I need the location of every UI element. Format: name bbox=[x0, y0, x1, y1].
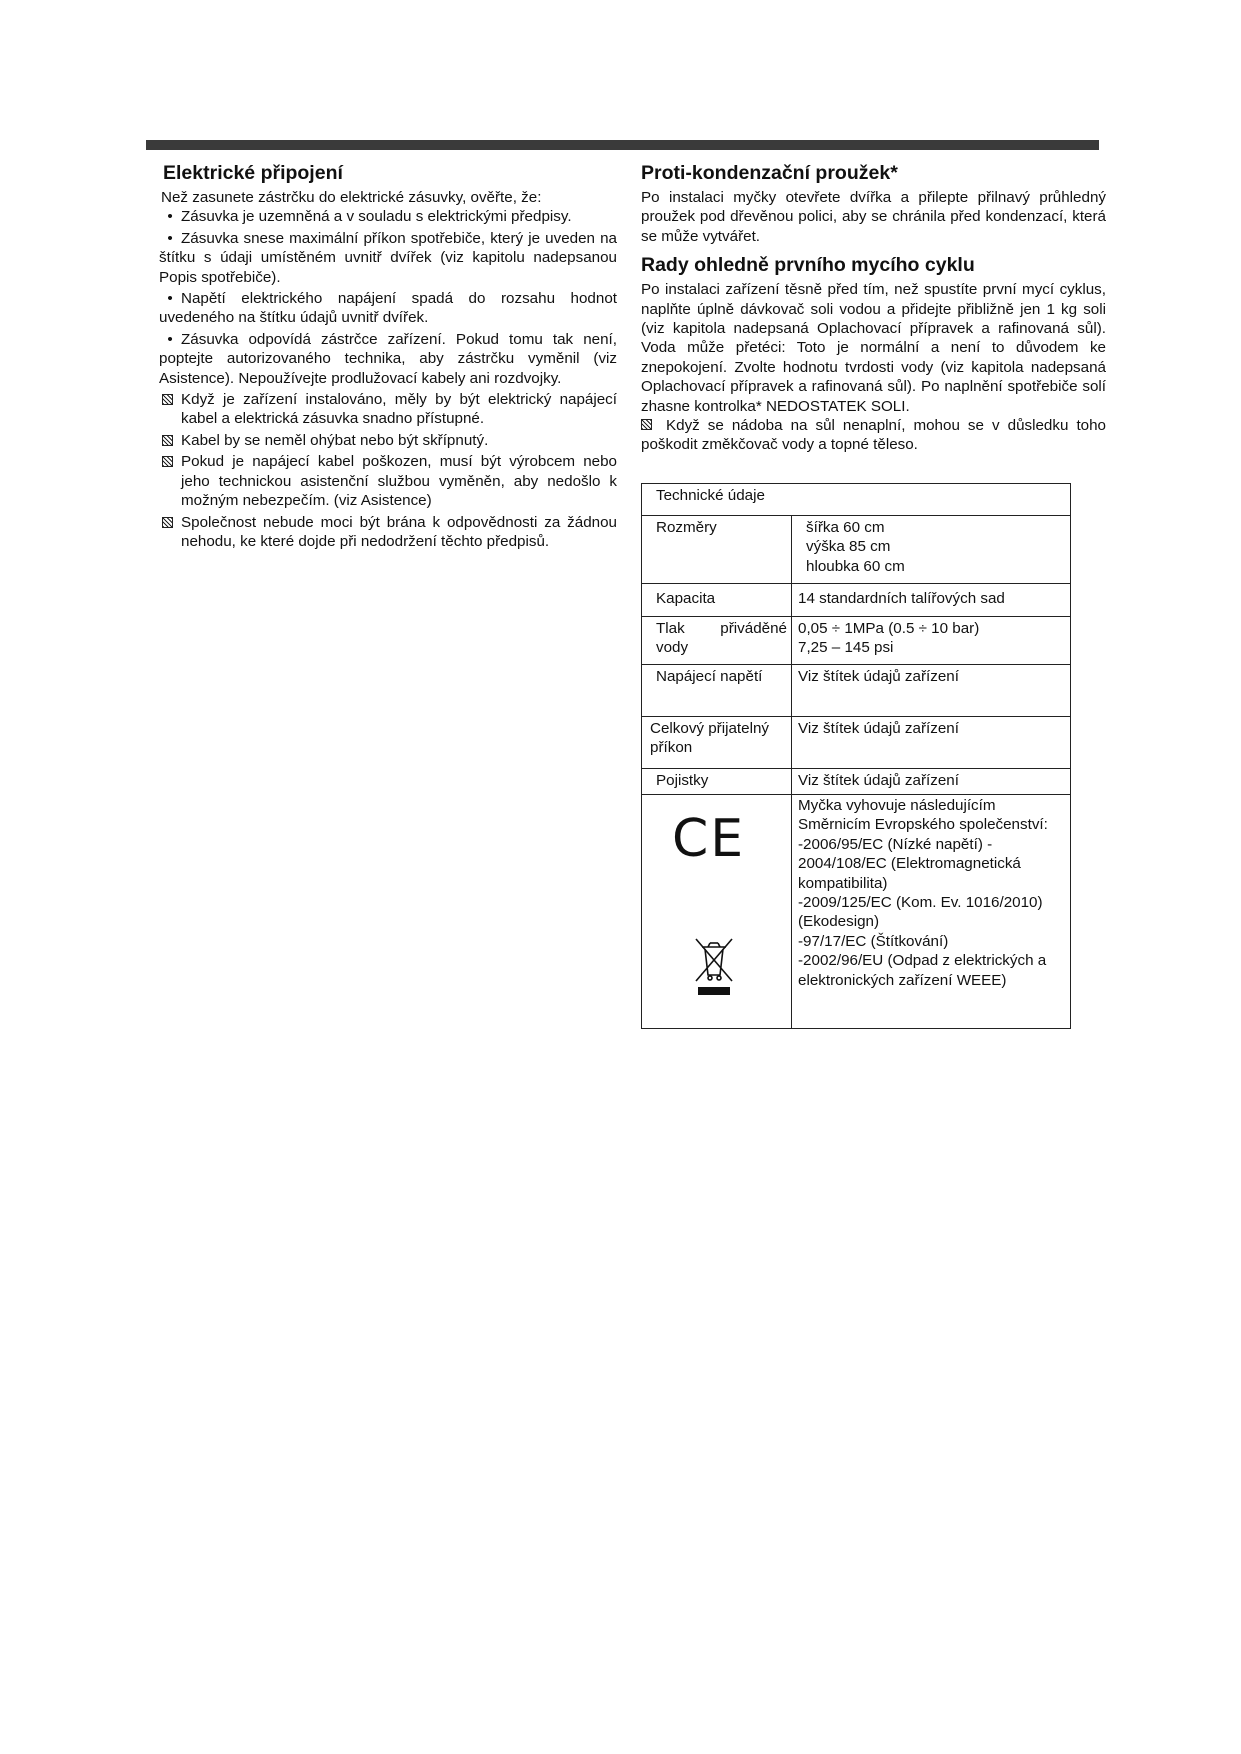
warning-item bbox=[159, 452, 617, 510]
table-row bbox=[642, 617, 1071, 665]
section-title-first-cycle: Rady ohledně prvního mycího cyklu bbox=[641, 254, 975, 277]
warning-icon bbox=[162, 435, 173, 446]
table-row bbox=[642, 665, 1071, 717]
row-label: Napájecí napětí bbox=[642, 665, 792, 717]
table-row bbox=[642, 516, 1071, 584]
ce-compliance-text bbox=[792, 795, 1071, 1029]
certification-icons-cell bbox=[642, 795, 792, 1029]
table-row bbox=[642, 769, 1071, 795]
dimension-height: výška 85 cm bbox=[806, 538, 891, 556]
row-label: Pojistky bbox=[642, 769, 792, 795]
row-value: Viz štítek údajů zařízení bbox=[792, 769, 1071, 795]
table-row bbox=[642, 795, 1071, 1029]
warning-icon bbox=[641, 419, 652, 430]
pressure-mpa: 0,05 ÷ 1MPa (0.5 ÷ 10 bar) bbox=[798, 620, 980, 637]
row-label bbox=[642, 617, 792, 665]
ce-mark-icon: CE bbox=[672, 809, 746, 869]
table-header: Technické údaje bbox=[642, 484, 1071, 516]
bullet-item bbox=[159, 229, 617, 287]
row-value bbox=[792, 516, 1071, 584]
directive-item: -2009/125/EC (Kom. Ev. 1016/2010) (Ekodesign) bbox=[798, 894, 1043, 931]
warning-text: Kabel by se neměl ohýbat nebo být skřípnutý. bbox=[181, 431, 489, 449]
row-value: 14 standardních talířových sad bbox=[792, 584, 1071, 617]
weee-crossed-bin-icon bbox=[694, 935, 734, 997]
table-row bbox=[642, 484, 1071, 516]
bullet-text: Zásuvka snese maximální příkon spotřebiče, který je uveden na štítku s údaji umístěném uvnitř dvířek (viz kapitolu nadepsanou Popis spotřebiče). bbox=[159, 229, 617, 286]
warning-text: Společnost nebude moci být brána k odpovědnosti za žádnou nehodu, ke které dojde při nedodržení těchto předpisů. bbox=[181, 513, 617, 550]
warning-text: Pokud je napájecí kabel poškozen, musí být výrobcem nebo jeho technickou asistenční službou vyměněn, aby nedošlo k možným nebezpečím. (viz Asistence) bbox=[181, 453, 617, 510]
bullet-text: Zásuvka odpovídá zástrčce zařízení. Pokud tomu tak není, poptejte autorizovaného technika, aby zástrčku vyměnil (viz Asistence). Nepoužívejte prodlužovací kabely ani rozdvojky. bbox=[159, 330, 617, 387]
warning-item bbox=[159, 431, 617, 450]
row-value: Viz štítek údajů zařízení bbox=[792, 665, 1071, 717]
warning-icon bbox=[162, 517, 173, 528]
row-label: Kapacita bbox=[642, 584, 792, 617]
row-value bbox=[792, 617, 1071, 665]
bullet-item bbox=[159, 207, 617, 226]
electrical-intro: Než zasunete zástrčku do elektrické zásuvky, ověřte, že: bbox=[161, 189, 542, 206]
pressure-psi: 7,25 – 145 psi bbox=[798, 639, 894, 657]
bullet-item bbox=[159, 330, 617, 388]
salt-warning bbox=[641, 416, 1106, 455]
bullet-item bbox=[159, 289, 617, 328]
section-title-electrical: Elektrické připojení bbox=[163, 162, 343, 184]
table-row bbox=[642, 717, 1071, 769]
dimension-width: šířka 60 cm bbox=[806, 519, 885, 536]
row-label: Rozměry bbox=[642, 516, 792, 584]
top-divider-bar bbox=[146, 140, 1099, 150]
bullet-dot-icon: • bbox=[167, 330, 173, 348]
bullet-text: Zásuvka je uzemněná a v souladu s elektrickými předpisy. bbox=[181, 208, 572, 226]
warning-item bbox=[159, 513, 617, 552]
warning-icon bbox=[162, 394, 173, 405]
directive-item: -97/17/EC (Štítkování) bbox=[798, 932, 949, 950]
right-column bbox=[641, 160, 1106, 455]
row-label: Celkový přijatelný příkon bbox=[642, 717, 792, 769]
left-column bbox=[159, 160, 617, 553]
warning-item bbox=[159, 390, 617, 429]
anticondensation-text: Po instalaci myčky otevřete dvířka a přilepte přilnavý průhledný proužek pod dřevěnou polici, aby se chránila před kondenzací, která se může vytvářet. bbox=[641, 189, 1106, 245]
technical-data-table bbox=[641, 483, 1071, 1029]
salt-warning-text: Když se nádoba na sůl nenaplní, mohou se v důsledku toho poškodit změkčovač vody a topné těleso. bbox=[641, 417, 1106, 454]
pressure-label: Tlak přiváděné vody bbox=[656, 620, 787, 657]
bullet-text: Napětí elektrického napájení spadá do rozsahu hodnot uvedeného na štítku údajů uvnitř dvířek. bbox=[159, 290, 617, 327]
directive-item: -2006/95/EC (Nízké napětí) - 2004/108/EC (Elektromagnetická kompatibilita) bbox=[798, 835, 1021, 892]
dimension-depth: hloubka 60 cm bbox=[806, 557, 905, 575]
bullet-dot-icon: • bbox=[167, 290, 173, 308]
row-value: Viz štítek údajů zařízení bbox=[792, 717, 1071, 769]
table-row bbox=[642, 584, 1071, 617]
section-title-anticondensation: Proti-kondenzační proužek* bbox=[641, 162, 898, 184]
bullet-dot-icon: • bbox=[167, 208, 173, 226]
ce-intro: Myčka vyhovuje následujícím Směrnicím Evropského společenství: bbox=[798, 797, 1048, 834]
first-cycle-text: Po instalaci zařízení těsně před tím, než spustíte první mycí cyklus, naplňte úplně dávkovač soli vodou a přidejte přibližně jen 1 kg soli (viz kapitola nadepsaná Oplachovací přípravek a rafinovaná sůl). Voda může přetéci: Toto je normální a není to důvodem ke znepokojení. Zvolte hodnotu tvrdosti vody (viz kapitola nadepsaná Oplachovací přípravek a rafinovaná sůl). Po naplnění spotřebiče solí zhasne kontrolka* NEDOSTATEK SOLI. bbox=[641, 281, 1106, 415]
warning-icon bbox=[162, 456, 173, 467]
directive-item: -2002/96/EU (Odpad z elektrických a elektronických zařízení WEEE) bbox=[798, 952, 1047, 989]
warning-text: Když je zařízení instalováno, měly by být elektrický napájecí kabel a elektrická zásuvka snadno přístupné. bbox=[181, 391, 617, 428]
bullet-dot-icon: • bbox=[167, 229, 173, 247]
